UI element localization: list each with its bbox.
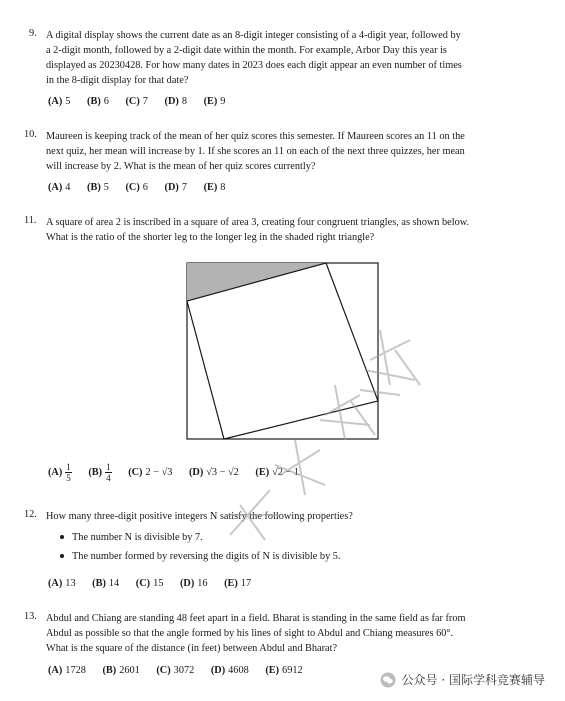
problem-9-choices [48, 96, 239, 107]
choice-d[interactable]: (D) 7 [164, 182, 187, 193]
problem-10-number: 10. [24, 129, 37, 140]
problem-10-line: next quiz, her mean will increase by 1. If she scores an 11 on each of the next three quizzes, her mean [46, 146, 465, 157]
choice-c[interactable]: (C) 7 [125, 96, 148, 107]
problem-13-choices [48, 665, 317, 676]
problem-10-line: Maureen is keeping track of the mean of her quiz scores this semester. If Maureen scores an 11 on the [46, 131, 465, 142]
problem-11-line: What is the ratio of the shorter leg to the longer leg in the shaded right triangle? [46, 232, 375, 243]
choice-c[interactable]: (C) 3072 [156, 665, 195, 676]
choice-d[interactable]: (D) √3 − √2 [188, 466, 239, 478]
choice-b[interactable]: (B) $\frac{1}{4}$ [88, 462, 111, 483]
problem-11-number: 11. [24, 215, 37, 226]
problem-12-number: 12. [24, 509, 37, 520]
problem-11-text [46, 215, 516, 245]
choice-c[interactable]: (C) 6 [125, 182, 148, 193]
problem-12-line: How many three-digit positive integers N satisfy the following properties? [46, 511, 353, 522]
problem-9-line: displayed as 20230428. For how many dates in 2023 does each digit appear an even number of times [46, 60, 462, 71]
problem-13-line: What is the square of the distance (in feet) between Abdul and Bharat? [46, 643, 338, 654]
choice-a[interactable]: (A) $\frac{1}{5}$ [48, 462, 71, 483]
problem-13-line: Abdul as possible so that the angle formed by his lines of sight to Abdul and Chiang measures 60°. [46, 628, 454, 639]
watermark [380, 671, 545, 688]
problem-9-number: 9. [29, 28, 37, 39]
wechat-icon [380, 672, 396, 688]
problem-10-text [46, 129, 516, 174]
choice-d[interactable]: (D) 4608 [210, 665, 249, 676]
choice-e[interactable]: (E) 9 [203, 96, 226, 107]
choice-e[interactable]: (E) 6912 [265, 665, 303, 676]
choice-b[interactable]: (B) 14 [92, 578, 120, 589]
choice-c[interactable]: (C) 2 − √3 [128, 466, 173, 478]
problem-9-line: in the 8-digit display for that date? [46, 75, 189, 86]
choice-d[interactable]: (D) 16 [179, 578, 208, 589]
choice-d[interactable]: (D) 8 [164, 96, 187, 107]
choice-a[interactable]: (A) 5 [48, 96, 71, 107]
problem-9-line: a 2-digit month, followed by a 2-digit date within the month. For example, Arbor Day this year is [46, 45, 447, 56]
choice-e[interactable]: (E) 17 [224, 578, 252, 589]
choice-b[interactable]: (B) 2601 [102, 665, 140, 676]
watermark-seal-strokes [225, 330, 420, 540]
problem-13-line: Abdul and Chiang are standing 48 feet apart in a field. Bharat is standing in the same field as far from [46, 613, 466, 624]
watermark-seal [210, 300, 450, 560]
problem-11-line: A square of area 2 is inscribed in a square of area 3, creating four congruent triangles, as shown below. [46, 217, 470, 228]
bullet-item: The number formed by reversing the digits of N is divisible by 5. [60, 547, 341, 566]
fraction: $\frac{1}{4}$ [106, 462, 111, 483]
bullet-item: The number N is divisible by 7. [60, 528, 341, 547]
choice-c[interactable]: (C) 15 [135, 578, 164, 589]
problem-9-text [46, 28, 516, 88]
problem-13-number: 13. [24, 611, 37, 622]
choice-e[interactable]: (E) √2 − 1 [255, 466, 300, 478]
fraction: $\frac{1}{5}$ [66, 462, 71, 483]
problem-10-choices [48, 182, 239, 193]
choice-a[interactable]: (A) 1728 [48, 665, 86, 676]
choice-b[interactable]: (B) 6 [87, 96, 109, 107]
choice-e[interactable]: (E) 8 [203, 182, 226, 193]
problem-12-choices [48, 578, 265, 589]
problem-10-line: will increase by 2. What is the mean of her quiz scores currently? [46, 161, 316, 172]
problem-9-line: A digital display shows the current date as an 8-digit integer consisting of a 4-digit year, followed by [46, 30, 461, 41]
choice-b[interactable]: (B) 5 [87, 182, 109, 193]
choice-a[interactable]: (A) 4 [48, 182, 71, 193]
problem-13-text [46, 611, 516, 656]
choice-a[interactable]: (A) 13 [48, 578, 76, 589]
watermark-text: 公众号 · 国际学科竞赛辅导 [401, 673, 545, 687]
